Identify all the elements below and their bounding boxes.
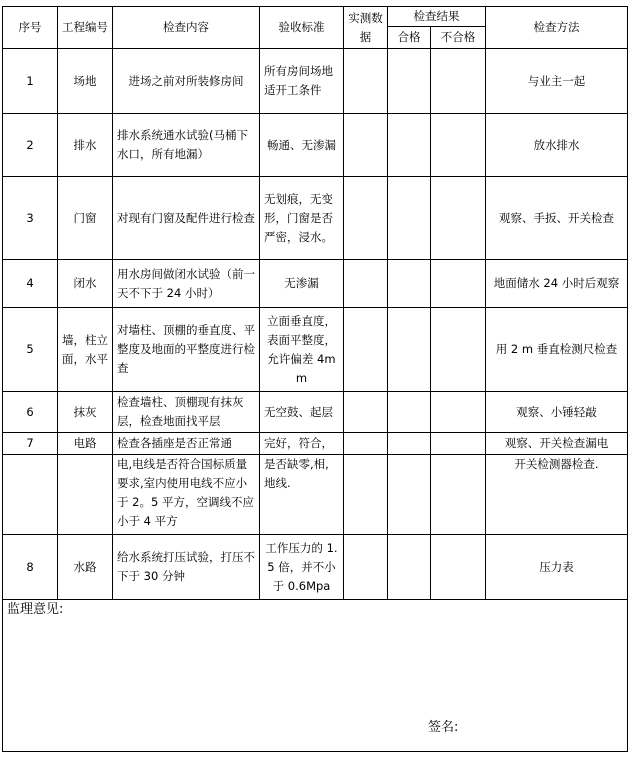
content-cell: 对现有门窗及配件进行检查 <box>113 177 260 260</box>
method-cell: 地面储水 24 小时后观察 <box>486 260 628 308</box>
table-row <box>3 535 628 600</box>
measured-cell <box>344 455 388 535</box>
table-row <box>3 433 628 455</box>
pass-cell <box>388 260 431 308</box>
fail-cell <box>431 260 486 308</box>
measured-cell <box>344 49 388 114</box>
seq-cell: 7 <box>3 433 58 455</box>
fail-cell <box>431 433 486 455</box>
fail-cell <box>431 535 486 600</box>
seq-cell: 8 <box>3 535 58 600</box>
seq-cell: 3 <box>3 177 58 260</box>
header-pass: 合格 <box>388 27 431 49</box>
standard-cell: 无渗漏 <box>260 260 344 308</box>
table-row <box>3 177 628 260</box>
seq-cell <box>3 455 58 535</box>
pass-cell <box>388 433 431 455</box>
standard-cell: 所有房间场地适开工条件 <box>260 49 344 114</box>
inspection-table <box>2 6 628 752</box>
header-standard: 验收标准 <box>260 7 344 49</box>
fail-cell <box>431 177 486 260</box>
remarks-box <box>3 600 628 752</box>
standard-cell: 完好，符合， <box>260 433 344 455</box>
project-cell: 水路 <box>58 535 113 600</box>
table-row <box>3 114 628 177</box>
standard-cell: 工作压力的 1.5 倍，并不小于 0.6Mpa <box>260 535 344 600</box>
table-row <box>3 455 628 535</box>
fail-cell <box>431 308 486 392</box>
header-method: 检查方法 <box>486 7 628 49</box>
content-cell: 排水系统通水试验(马桶下水口，所有地漏） <box>113 114 260 177</box>
standard-cell: 无划痕，无变形，门窗是否严密，浸水。 <box>260 177 344 260</box>
pass-cell <box>388 535 431 600</box>
signature-label: 签名: <box>428 720 459 735</box>
header-result: 检查结果 <box>388 7 486 27</box>
pass-cell <box>388 49 431 114</box>
content-cell: 检查各插座是否正常通 <box>113 433 260 455</box>
standard-cell: 无空鼓、起层 <box>260 392 344 433</box>
project-cell: 墙，柱立面，水平 <box>58 308 113 392</box>
header-content: 检查内容 <box>113 7 260 49</box>
method-cell: 开关检测器检查. <box>486 455 628 535</box>
header-seq: 序号 <box>3 7 58 49</box>
pass-cell <box>388 114 431 177</box>
method-cell: 观察、手扳、开关检查 <box>486 177 628 260</box>
fail-cell <box>431 49 486 114</box>
pass-cell <box>388 308 431 392</box>
standard-cell: 畅通、无渗漏 <box>260 114 344 177</box>
project-cell: 排水 <box>58 114 113 177</box>
measured-cell <box>344 535 388 600</box>
project-cell: 场地 <box>58 49 113 114</box>
seq-cell: 4 <box>3 260 58 308</box>
project-cell: 闭水 <box>58 260 113 308</box>
standard-cell: 立面垂直度，表面平整度，允许偏差 4mm <box>260 308 344 392</box>
content-cell: 电,电线是否符合国标质量要求,室内使用电线不应小于 2。5 平方，空调线不应小于 4 平方 <box>113 455 260 535</box>
project-cell <box>58 455 113 535</box>
method-cell: 观察、小锤轻敲 <box>486 392 628 433</box>
project-cell: 门窗 <box>58 177 113 260</box>
pass-cell <box>388 392 431 433</box>
pass-cell <box>388 177 431 260</box>
standard-cell: 是否缺零,相,地线. <box>260 455 344 535</box>
header-project: 工程编号 <box>58 7 113 49</box>
seq-cell: 6 <box>3 392 58 433</box>
header-measured: 实测数据 <box>344 7 388 49</box>
measured-cell <box>344 392 388 433</box>
content-cell: 给水系统打压试验，打压不下于 30 分钟 <box>113 535 260 600</box>
project-cell: 电路 <box>58 433 113 455</box>
header-fail: 不合格 <box>431 27 486 49</box>
measured-cell <box>344 308 388 392</box>
seq-cell: 2 <box>3 114 58 177</box>
seq-cell: 1 <box>3 49 58 114</box>
content-cell: 对墙柱、顶棚的垂直度、平整度及地面的平整度进行检查 <box>113 308 260 392</box>
seq-cell: 5 <box>3 308 58 392</box>
method-cell: 压力表 <box>486 535 628 600</box>
measured-cell <box>344 433 388 455</box>
method-cell: 观察、开关检查漏电 <box>486 433 628 455</box>
method-cell: 放水排水 <box>486 114 628 177</box>
fail-cell <box>431 392 486 433</box>
table-row <box>3 308 628 392</box>
content-cell: 用水房间做闭水试验（前一天不下于 24 小时） <box>113 260 260 308</box>
measured-cell <box>344 114 388 177</box>
pass-cell <box>388 455 431 535</box>
fail-cell <box>431 455 486 535</box>
content-cell: 检查墙柱、顶棚现有抹灰层，检查地面找平层 <box>113 392 260 433</box>
table-row <box>3 49 628 114</box>
measured-cell <box>344 177 388 260</box>
table-row <box>3 392 628 433</box>
measured-cell <box>344 260 388 308</box>
method-cell: 与业主一起 <box>486 49 628 114</box>
method-cell: 用 2 m 垂直检测尺检查 <box>486 308 628 392</box>
remarks-label: 监理意见: <box>7 602 64 617</box>
table-row <box>3 260 628 308</box>
fail-cell <box>431 114 486 177</box>
project-cell: 抹灰 <box>58 392 113 433</box>
content-cell: 进场之前对所装修房间 <box>113 49 260 114</box>
